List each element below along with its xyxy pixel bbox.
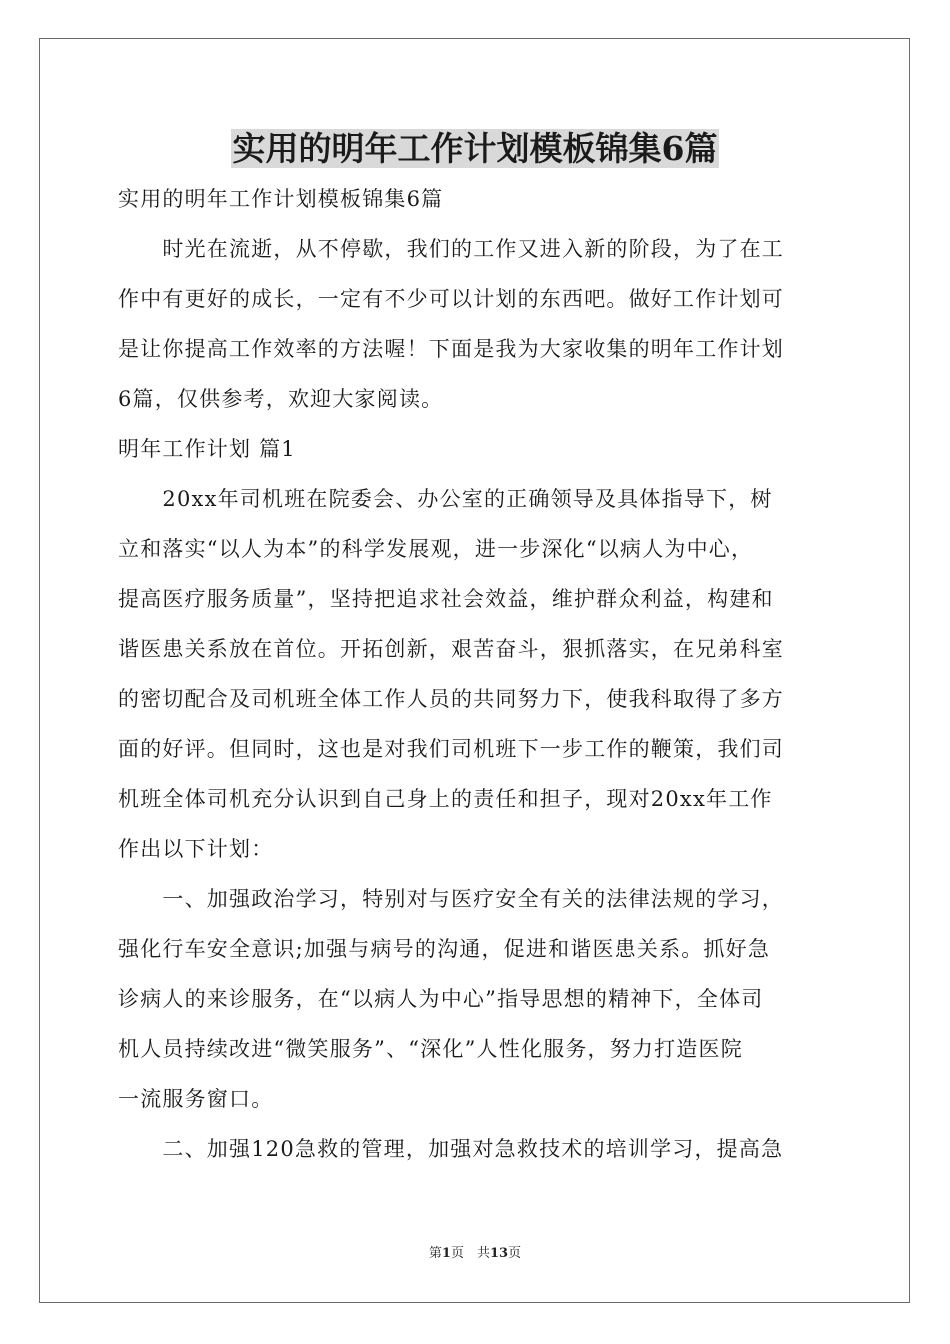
paragraph-line: 机班全体司机充分认识到自己身上的责任和担子，现对20xx年工作 bbox=[118, 787, 773, 811]
paragraph-line: 面的好评。但同时，这也是对我们司机班下一步工作的鞭策，我们司 bbox=[118, 737, 784, 761]
paragraph-line: 谐医患关系放在首位。开拓创新，艰苦奋斗，狠抓落实，在兄弟科室 bbox=[118, 637, 784, 661]
paragraph-line: 作中有更好的成长，一定有不少可以计划的东西吧。做好工作计划可 bbox=[118, 287, 784, 311]
document-body bbox=[118, 174, 834, 1174]
paragraph-line: 立和落实“以人为本”的科学发展观，进一步深化“以病人为中心， bbox=[118, 537, 754, 561]
paragraph-line: 机人员持续改进“微笑服务”、“深化”人性化服务，努力打造医院 bbox=[118, 1037, 743, 1061]
footer-page-prefix: 第 bbox=[428, 1246, 442, 1261]
paragraph-line: 提高医疗服务质量”，坚持把追求社会效益，维护群众利益，构建和 bbox=[118, 587, 774, 611]
paragraph-line: 是让你提高工作效率的方法喔！下面是我为大家收集的明年工作计划 bbox=[118, 337, 784, 361]
footer-page-number: 1 bbox=[441, 1246, 451, 1261]
page-footer bbox=[0, 1245, 950, 1263]
paragraph-line: 一、加强政治学习，特别对与医疗安全有关的法律法规的学习， bbox=[118, 887, 784, 911]
paragraph-line: 6篇，仅供参考，欢迎大家阅读。 bbox=[118, 387, 444, 411]
paragraph-line: 诊病人的来诊服务，在“以病人为中心”指导思想的精神下，全体司 bbox=[118, 987, 764, 1011]
paragraph-line: 强化行车安全意识;加强与病号的沟通，促进和谐医患关系。抓好急 bbox=[118, 937, 771, 961]
paragraph-line: 的密切配合及司机班全体工作人员的共同努力下，使我科取得了多方 bbox=[118, 687, 784, 711]
footer-total-pages: 13 bbox=[489, 1246, 509, 1261]
footer-total-suffix: 页 bbox=[508, 1246, 522, 1261]
paragraph-line: 时光在流逝，从不停歇，我们的工作又进入新的阶段，为了在工 bbox=[118, 237, 784, 261]
document-title-text: 实用的明年工作计划模板锦集6篇 bbox=[232, 129, 718, 168]
paragraph-line: 二、加强120急救的管理，加强对急救技术的培训学习，提高急 bbox=[118, 1137, 784, 1161]
section-heading: 明年工作计划 篇1 bbox=[118, 437, 296, 461]
document-title bbox=[0, 127, 950, 171]
paragraph-line: 一流服务窗口。 bbox=[118, 1087, 274, 1111]
paragraph-line: 20xx年司机班在院委会、办公室的正确领导及具体指导下，树 bbox=[118, 487, 773, 511]
subtitle-line: 实用的明年工作计划模板锦集6篇 bbox=[118, 187, 444, 211]
paragraph-line: 作出以下计划： bbox=[118, 837, 274, 861]
footer-page-suffix: 页 共 bbox=[450, 1246, 490, 1261]
